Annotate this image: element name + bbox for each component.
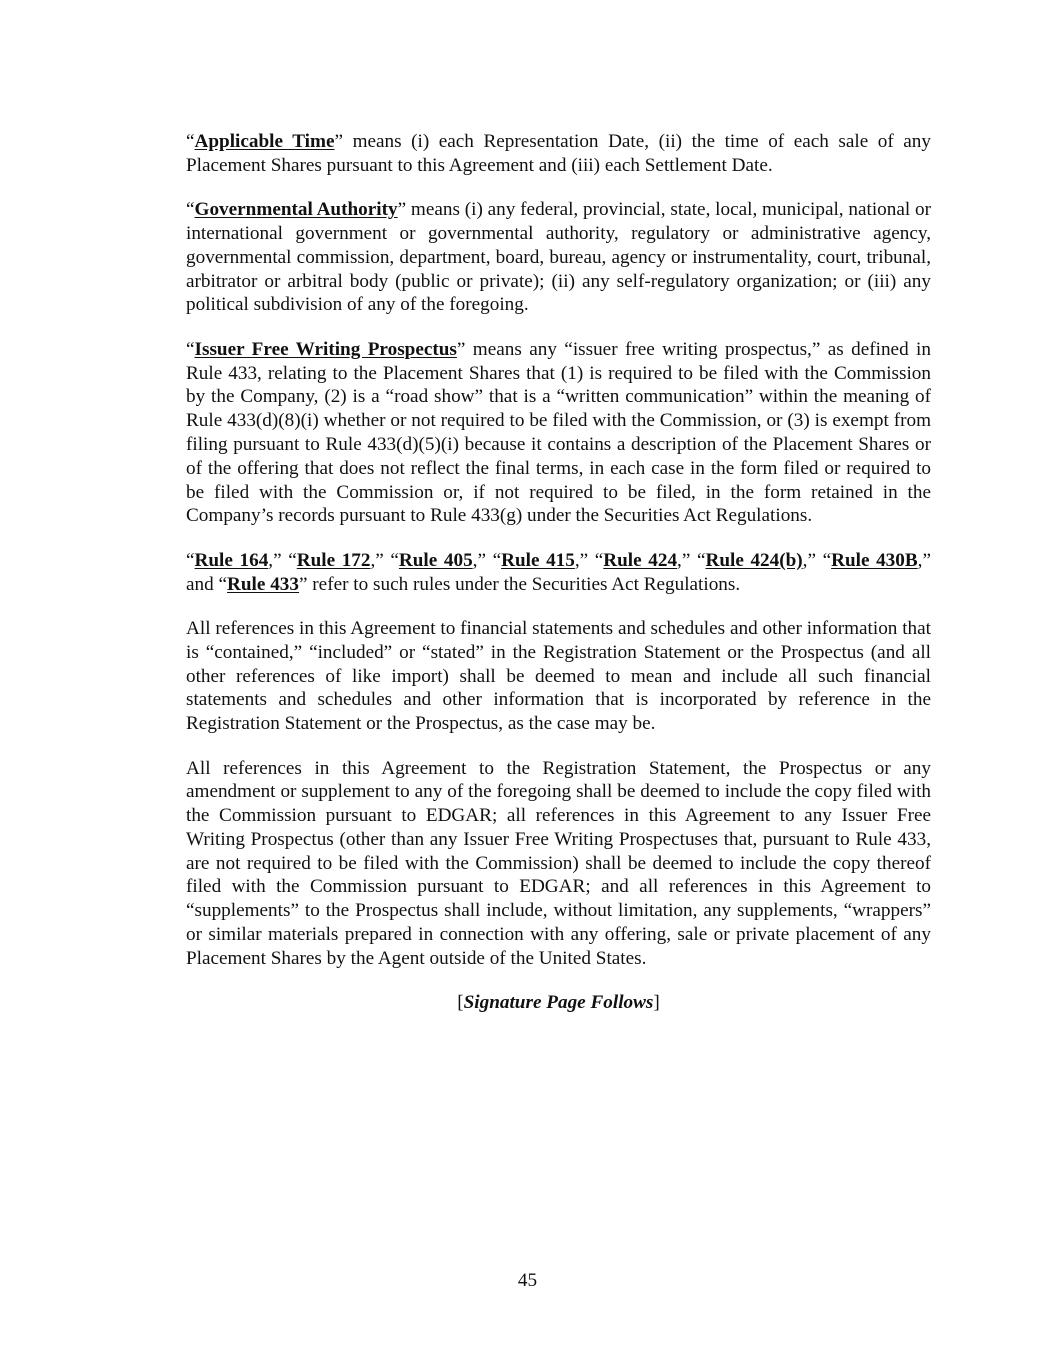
close-quote: ” (456, 338, 466, 360)
close-quote: ” (397, 199, 407, 221)
definition-text: means (i) each Representation Date, (ii) the time of each sale of any Placement Shares pursuant to this Agreement and (iii) each Settlement Date. (186, 131, 931, 176)
rule-term: Rule 415 (501, 549, 575, 571)
open-quote: “ (186, 549, 195, 571)
defined-term: Applicable Time (194, 131, 335, 152)
rule-term: Rule 433 (227, 573, 299, 595)
document-page (186, 130, 931, 1036)
rule-term: Rule 424(b) (705, 549, 803, 571)
defined-term: Issuer Free Writing Prospectus (194, 338, 457, 360)
definition-rules (186, 549, 931, 597)
defined-term: Governmental Authority (194, 199, 398, 221)
rules-description: ” refer to such rules under the Securities Act Regulations. (298, 573, 741, 595)
open-quote: “ (186, 199, 195, 221)
open-bracket: [ (457, 992, 464, 1014)
paragraph-financial-references: All references in this Agreement to financial statements and schedules and other information that is “contained,” “included” or “stated” in the Registration Statement or the Prospectus (and all other references of like import) shall be deemed to mean and include all such financial statements and schedules and other information that is incorporated by reference in the Registration Statement or the Prospectus, as the case may be. (186, 617, 931, 735)
separator: ,” and “ (186, 549, 931, 595)
signature-note-text: Signature Page Follows (463, 992, 654, 1014)
definition-applicable-time (186, 130, 931, 178)
rule-term: Rule 424 (603, 549, 678, 571)
separator: ,” “ (677, 549, 706, 571)
rule-term: Rule 430B (831, 549, 918, 571)
separator: ,” “ (574, 549, 604, 571)
separator: ,” “ (268, 549, 297, 571)
definition-issuer-free-writing-prospectus (186, 338, 931, 528)
rule-term: Rule 405 (398, 549, 473, 571)
separator: ,” “ (370, 549, 399, 571)
paragraph-registration-references: All references in this Agreement to the Registration Statement, the Prospectus or any amendment or supplement to any of the foregoing shall be deemed to include the copy filed with the Commission pursuant to EDGAR; all references in this Agreement to any Issuer Free Writing Prospectus (other than any Issuer Free Writing Prospectuses that, pursuant to Rule 433, are not required to be filed with the Commission) shall be deemed to include the copy thereof filed with the Commission pursuant to EDGAR; and all references in this Agreement to “supplements” to the Prospectus shall include, without limitation, any supplements, “wrappers” or similar materials prepared in connection with any offering, sale or private placement of any Placement Shares by the Agent outside of the United States. (186, 757, 931, 969)
rule-term: Rule 164 (194, 549, 269, 571)
close-bracket: ] (653, 992, 660, 1014)
close-quote: ” (334, 131, 344, 152)
definition-text: means (i) any federal, provincial, state, local, municipal, national or international government or governmental authority, regulatory or administrative agency, governmental commission, department, board, bureau, agency or instrumentality, court, tribunal, arbitrator or arbitral body (public or private); (ii) any self-regulatory organization; or (iii) any political subdivision of any of the foregoing. (186, 199, 931, 316)
separator: ,” “ (472, 549, 502, 571)
open-quote: “ (186, 338, 195, 360)
page-number: 45 (517, 1270, 538, 1291)
signature-page-note (186, 991, 931, 1015)
open-quote: “ (186, 131, 195, 152)
separator: ,” “ (802, 549, 832, 571)
definition-governmental-authority (186, 198, 931, 317)
rule-term: Rule 172 (296, 549, 371, 571)
definition-text: means any “issuer free writing prospectus,” as defined in Rule 433, relating to the Placement Shares that (1) is required to be filed with the Commission by the Company, (2) is a “road show” that is a “written communication” within the meaning of Rule 433(d)(8)(i) whether or not required to be filed with the Commission, or (3) is exempt from filing pursuant to Rule 433(d)(5)(i) because it contains a description of the Placement Shares or of the offering that does not reflect the final terms, in each case in the form filed or required to be filed with the Commission or, if not required to be filed, in the form retained in the Company’s records pursuant to Rule 433(g) under the Securities Act Regulations. (186, 338, 931, 527)
